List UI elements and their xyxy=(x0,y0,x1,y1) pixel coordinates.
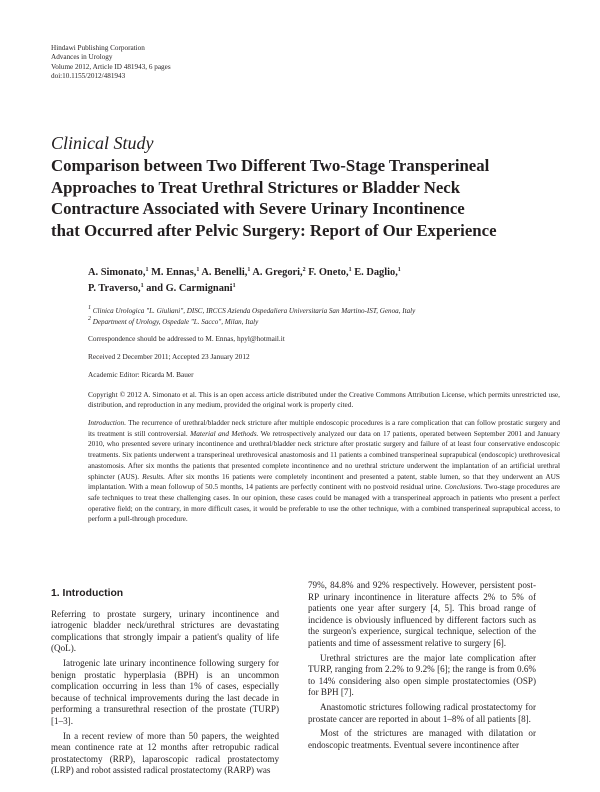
author: E. Daglio, xyxy=(354,267,398,278)
abstract-conclusions-label: Conclusions. xyxy=(444,482,483,492)
journal-name: Advances in Urology xyxy=(51,53,113,62)
paragraph: Anastomotic strictures following radical prostatectomy for prostate cancer are reported in about 1–8% of all patients [8]. xyxy=(308,701,536,724)
dates: Received 2 December 2011; Accepted 23 January 2012 xyxy=(88,352,250,361)
author: P. Traverso, xyxy=(88,282,141,294)
right-column xyxy=(308,580,536,754)
author-affil-mark: 1 xyxy=(145,267,149,273)
abstract-intro: The recurrence of urethral/bladder neck stricture after multiple endoscopic procedures is a rare complication that can follow prostatic surgery and its treatment is still controversial. xyxy=(88,418,560,438)
volume-info: Volume 2012, Article ID 481943, 6 pages xyxy=(51,62,171,71)
affil-mark: 1 xyxy=(88,305,91,311)
author-line xyxy=(88,281,558,297)
author-affil-mark: 1 xyxy=(196,267,200,273)
publisher: Hindawi Publishing Corporation xyxy=(51,44,145,52)
abstract-intro-label: Introduction. xyxy=(88,418,127,427)
section-heading: 1. Introduction xyxy=(51,588,124,599)
copyright-notice: Copyright © 2012 A. Simonato et al. This is an open access article distributed under the Creative Commons Attribution License, which permits unrestricted use, distribution, and reproduction in any medium, provided the original work is properly cited. xyxy=(88,390,560,410)
paragraph: Iatrogenic late urinary incontinence following surgery for benign prostatic hyperplasia (BPH) is an uncommon complication occurring in less than 1% of cases, especially because of technical improvements during the last decade in performing a transurethral resection of the prostate (TURP) [1–3]. xyxy=(51,657,279,726)
author-affil-mark: 2 xyxy=(302,267,306,273)
title-line: Comparison between Two Different Two-Stage Transperineal xyxy=(51,156,490,175)
affil-text: Clinica Urologica "L. Giuliani", DISC, IRCCS Azienda Ospedaliera Universitaria San Martino-IST, Genoa, Italy xyxy=(92,307,416,315)
author: M. Ennas, xyxy=(151,267,197,278)
author: F. Oneto, xyxy=(308,267,349,278)
author: A. Gregori, xyxy=(252,267,303,278)
article-title xyxy=(51,155,551,241)
affiliations xyxy=(88,306,415,327)
affiliation xyxy=(88,306,415,317)
correspondence: Correspondence should be addressed to M. Ennas, hpyl@hotmail.it xyxy=(88,334,285,343)
paragraph: 79%, 84.8% and 92% respectively. However, persistent post-RP urinary incontinence in literature affects 2% to 5% of patients one year after surgery [4, 5]. This broad range of incidence is obviously influenced by different factors such as the surgeon's experience, surgical technique, selection of the patients and time of assessment relative to surgery [6]. xyxy=(308,580,536,648)
article-type: Clinical Study xyxy=(51,133,154,153)
paragraph: Most of the strictures are managed with dilatation or endoscopic treatments. Eventual severe incontinence after xyxy=(308,728,536,750)
abstract-results: After six months 16 patients were completely incontinent and presented a patent, stable lumen, so that they underwent an AUS implantation. With a mean followup of 50.5 months, 14 patients are perfectly continent with no postvoid residual urine. xyxy=(88,471,560,492)
title-line: Approaches to Treat Urethral Strictures or Bladder Neck xyxy=(51,177,461,197)
doi: doi:10.1155/2012/481943 xyxy=(51,72,126,81)
author-line xyxy=(88,265,558,281)
left-column xyxy=(51,588,279,780)
author-affil-mark: 1 xyxy=(247,267,251,273)
author: A. Simonato, xyxy=(88,267,146,278)
academic-editor: Academic Editor: Ricarda M. Bauer xyxy=(88,370,194,379)
abstract-results-label: Results. xyxy=(142,471,165,481)
abstract-methods: We retrospectively analyzed our data on 17 patients, operated between September 2001 and January 2010, who presented severe urinary incontinence and urethral/bladder neck stricture after prostatic surgery and failure of at least four conservative endoscopic treatments. Six patients underwent a transperineal urethrovesical anastomosis and 11 patients a combined transperineal suprapubical (endoscopic) urethrovesical anastomosis. After six months the patients that presented complete incontinence and no urethral stricture underwent the implantation of an artificial urethral sphincter (AUS). xyxy=(88,428,560,481)
journal-header xyxy=(51,44,171,82)
title-line: Contracture Associated with Severe Urinary Incontinence xyxy=(51,199,465,219)
author-affil-mark: 1 xyxy=(232,282,236,289)
author-affil-mark: 1 xyxy=(348,267,352,273)
author: and G. Carmignani xyxy=(146,282,233,294)
author-affil-mark: 1 xyxy=(140,282,144,289)
abstract xyxy=(88,418,560,525)
title-line: that Occurred after Pelvic Surgery: Report of Our Experience xyxy=(51,220,497,240)
affil-mark: 2 xyxy=(88,315,91,322)
abstract-methods-label: Material and Methods. xyxy=(190,428,259,438)
author-affil-mark: 1 xyxy=(397,267,401,273)
author: A. Benelli, xyxy=(201,267,248,278)
paragraph: In a recent review of more than 50 papers, the weighted mean continence rate at 12 months after retropubic radical prostatectomy (RRP), laparoscopic radical prostatectomy (LRP) and robot assisted radical prostatectomy (RARP) was xyxy=(51,730,279,776)
author-list xyxy=(88,265,558,296)
paragraph: Urethral strictures are the major late complication after TURP, ranging from 2.2% to 9.2% [6]; the range is from 0.6% to 14% considering also open simple prostatectomies (OSP) for BPH [7]. xyxy=(308,652,536,698)
paragraph: Referring to prostate surgery, urinary incontinence and iatrogenic bladder neck/urethral strictures are devastating complications that strongly impair a patient's quality of life (QoL). xyxy=(51,608,279,654)
abstract-conclusions: Two-stage procedures are safe techniques to treat these challenging cases. In our opinion, these cases could be managed with a transperineal approach in patients who present a perfect operative field; on the contrary, in more difficult cases, it would be preferable to use the other technique, with a combined transperineal suprapubical access, to perform a pull-through procedure. xyxy=(88,482,560,524)
affiliation xyxy=(88,317,415,328)
affil-text: Department of Urology, Ospedale "L. Sacco", Milan, Italy xyxy=(92,317,259,326)
